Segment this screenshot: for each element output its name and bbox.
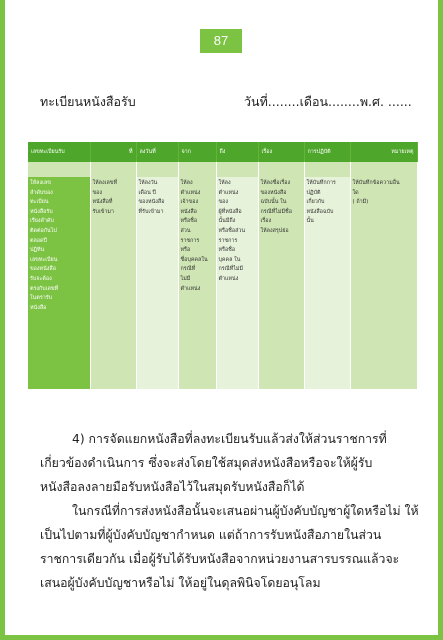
cell-no <box>90 177 136 389</box>
cell-text-line: กรณีที่ไม่มี <box>218 266 244 273</box>
paragraph-line: เสนอผู้บังคับบัญชาหรือไม่ ให้อยู่ในดุลพินิจโดยอนุโลม <box>40 576 321 590</box>
register-date-line: วันที่........เดือน........พ.ศ. ...... <box>244 94 412 109</box>
paragraph-line: หนังสือลงลายมือรับหนังสือไว้ในสมุดรับหนังสือก็ได้ <box>40 480 305 494</box>
paragraph-line: เกี่ยวข้องดำเนินการ ซึ่งจะส่งโดยใช้สมุดส่งหนังสือหรือจะให้ผู้รับ <box>40 456 373 470</box>
cell-text-line: นั้นมีถึง <box>218 218 236 225</box>
cell-text-line: ราชการ <box>218 237 238 244</box>
cell-text-line: ตำแหน่ง <box>180 189 201 196</box>
col-header-from: จาก <box>178 142 216 162</box>
cell-text-line: ของหนังสือ <box>138 199 165 206</box>
cell-text-line: เลขทะเบียน <box>30 256 58 263</box>
cell-text-line: ให้ลงเลข <box>30 180 51 186</box>
cell-text-line: หรือชื่อ <box>218 247 236 254</box>
cell-text-line: หนังสือ <box>180 208 197 215</box>
cell-text-line: ใด <box>352 189 359 196</box>
col-header-dated: ลงวันที่ <box>136 142 178 162</box>
cell-text-line: รับเข้ามา <box>92 208 114 215</box>
cell-text-line: ไม่มี <box>180 275 191 282</box>
cell-subject <box>258 177 304 389</box>
cell-text-line: หนังสือรับ <box>30 208 53 215</box>
cell-text-line: ตำแหน่ง <box>218 189 239 196</box>
cell-text-line: ให้บันทึกการ <box>306 180 336 186</box>
cell-text-line: ในตรารับ <box>30 295 53 302</box>
cell-text-line: หนังสือฉบับ <box>306 208 334 215</box>
cell-text-line: ให้ลงชื่อเรื่อง <box>260 180 291 186</box>
table-header-row <box>28 142 417 162</box>
cell-text-line: ปฏิบัติ <box>306 189 321 196</box>
cell-text-line: ที่รับเข้ามา <box>138 208 164 215</box>
cell-text-line: ให้ลง <box>218 180 231 186</box>
cell-text-line: ของ <box>218 199 229 206</box>
paragraph-line: ราชการเดียวกัน เมื่อผู้รับได้รับหนังสือจากหน่วยงานสารบรรณแล้วจะ <box>40 552 400 566</box>
cell-text-line: ทะเบียน <box>30 199 49 206</box>
cell-text-line: เกี่ยวกับ <box>306 199 325 206</box>
cell-text-line: ลำดับของ <box>30 189 53 196</box>
cell-text-line: ปฏิทิน <box>30 247 45 254</box>
col-header-register-no: เลขทะเบียนรับ <box>28 142 90 162</box>
cell-text-line: ของ <box>92 189 103 196</box>
cell-text-line: หนังสือที่ <box>92 199 113 206</box>
cell-to <box>216 177 258 389</box>
cell-text-line: หรือชื่อ <box>180 218 198 225</box>
receipt-register-table <box>28 142 418 389</box>
col-header-remarks: หมายเหตุ <box>350 142 417 162</box>
cell-text-line: เรียงลำดับ <box>30 218 54 225</box>
cell-remarks <box>350 177 417 389</box>
cell-text-line: เดือน ปี <box>138 189 156 196</box>
cell-text-line: หรือ <box>180 247 191 254</box>
cell-text-line: บุคคล ใน <box>218 256 241 263</box>
cell-text-line: หรือชื่อส่วน <box>218 227 246 234</box>
cell-text-line: ให้ลงสรุปย่อ <box>260 227 289 234</box>
col-header-no: ที่ <box>90 142 136 162</box>
cell-text-line: ติดต่อกันไป <box>30 227 57 234</box>
paragraph-line: 4) การจัดแยกหนังสือที่ลงทะเบียนรับแล้วส่งให้ส่วนราชการที่ <box>72 432 387 446</box>
cell-from <box>178 177 216 389</box>
table-row <box>28 177 417 389</box>
cell-text-line: กรณีที่ไม่มีชื่อ <box>260 208 292 215</box>
col-header-subject: เรื่อง <box>258 142 304 162</box>
cell-text-line: ของหนังสือ <box>30 266 56 273</box>
cell-text-line: หนังสือ <box>30 304 47 311</box>
table-spacer-row <box>28 162 417 177</box>
cell-text-line: เรื่อง <box>260 218 272 225</box>
cell-text-line: รับจะต้อง <box>30 275 52 282</box>
cell-text-line: ส่วน <box>180 227 191 234</box>
page-number-badge: 87 <box>200 29 242 53</box>
cell-text-line: ตำแหน่ง <box>218 275 239 282</box>
cell-dated <box>136 177 178 389</box>
col-header-to: ถึง <box>216 142 258 162</box>
cell-action <box>304 177 350 389</box>
cell-text-line: ราชการ <box>180 237 200 244</box>
cell-text-line: ชื่อบุคคลใน <box>180 256 208 263</box>
col-header-action: การปฏิบัติ <box>304 142 350 162</box>
cell-text-line: เจ้าของ <box>180 199 199 206</box>
cell-text-line: ผู้ที่หนังสือ <box>218 208 242 215</box>
paragraph-line: เป็นไปตามที่ผู้บังคับบัญชากำหนด แต่ถ้าการรับหนังสือภายในส่วน <box>40 528 382 542</box>
cell-text-line: ให้ลง <box>180 180 193 186</box>
cell-text-line: ให้บันทึกข้อความอื่น <box>352 180 400 186</box>
cell-text-line: ให้ลงเลขที่ <box>92 180 118 186</box>
cell-text-line: ตลอดปี <box>30 237 47 244</box>
cell-text-line: ของหนังสือ <box>260 189 287 196</box>
cell-text-line: ตรงกับเลขที่ <box>30 285 59 292</box>
cell-text-line: กรณีที่ <box>180 266 196 273</box>
paragraph-line: ในกรณีที่การส่งหนังสือนั้นจะเสนอผ่านผู้บังคับบัญชาผู้ใดหรือไม่ ให้ <box>72 504 419 518</box>
cell-text-line: ( ถ้ามี) <box>352 199 369 206</box>
register-title: ทะเบียนหนังสือรับ <box>40 94 136 109</box>
cell-text-line: ฉบับนั้น ใน <box>260 199 287 206</box>
cell-text-line: นั้น <box>306 218 314 225</box>
cell-register-no <box>28 177 90 389</box>
cell-text-line: ให้ลงวัน <box>138 180 158 186</box>
cell-text-line: ตำแหน่ง <box>180 285 201 292</box>
